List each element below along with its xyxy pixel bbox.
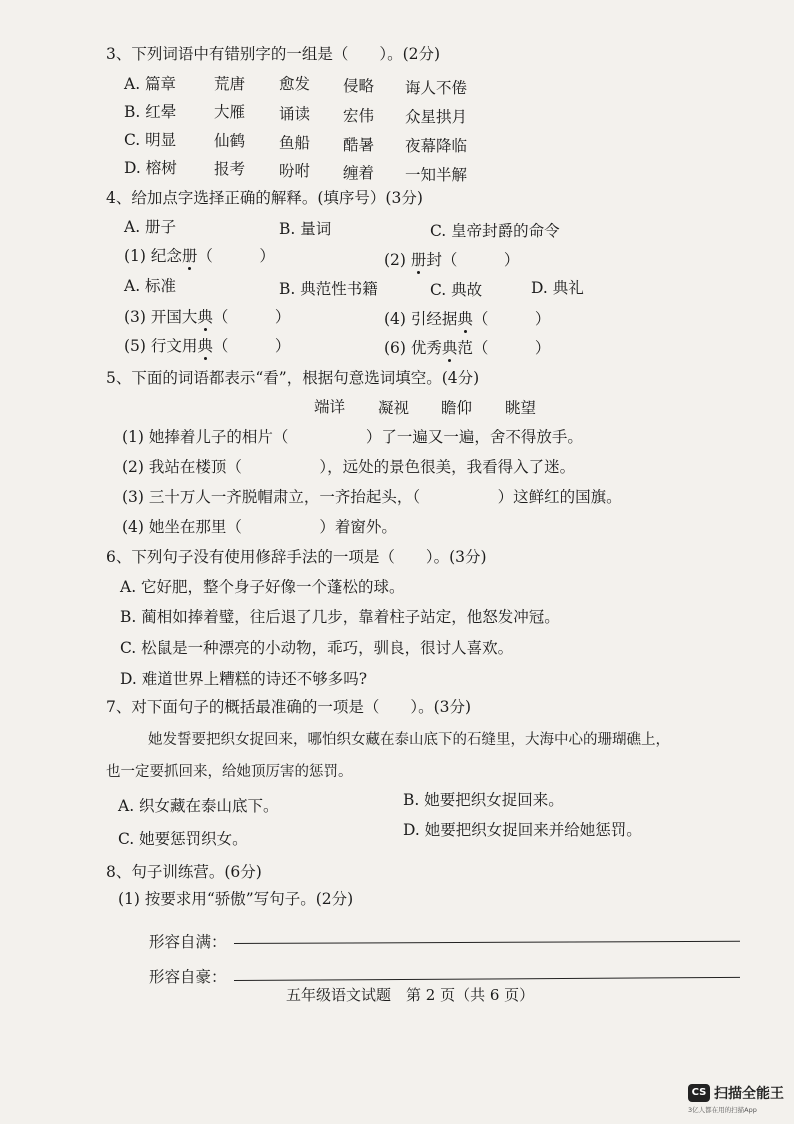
q4-opt-c: C. 皇帝封爵的命令 bbox=[430, 222, 560, 240]
q4-opt-a: A. 册子 bbox=[124, 218, 177, 236]
q7-opt-b: B. 她要把织女捉回来。 bbox=[403, 791, 564, 809]
q7-stem: 7、对下面句子的概括最准确的一项是（ ）。(3分) bbox=[106, 698, 472, 716]
camscanner-brand: 扫描全能王 bbox=[714, 1086, 784, 1102]
q3-a-5: 诲人不倦 bbox=[405, 79, 468, 97]
camscanner-tagline: 3亿人都在用的扫描App bbox=[688, 1106, 757, 1114]
q4-opt2-c: C. 典故 bbox=[430, 281, 483, 299]
q4-opt-b: B. 量词 bbox=[279, 220, 332, 238]
q4-opt2-b: B. 典范性书籍 bbox=[279, 280, 378, 298]
q8-label-1: 形容自满： bbox=[149, 933, 227, 951]
q3-b-5: 众星拱月 bbox=[405, 108, 468, 126]
q7-passage-line2: 也一定要抓回来，给她顶厉害的惩罚。 bbox=[106, 764, 353, 780]
q8-label-2: 形容自豪： bbox=[149, 968, 227, 986]
q4-item-4: (4) 引经据典（ ） bbox=[384, 310, 551, 328]
q6-opt-d: D. 难道世界上糟糕的诗还不够多吗? bbox=[120, 670, 368, 688]
q3-b-3: 诵读 bbox=[279, 105, 311, 123]
q5-word-3: 瞻仰 bbox=[441, 399, 473, 417]
q5-word-1: 端详 bbox=[314, 398, 346, 416]
q3-d-2: 报考 bbox=[214, 160, 246, 178]
q6-opt-b: B. 蔺相如捧着璧，往后退了几步，靠着柱子站定，他怒发冲冠。 bbox=[120, 608, 560, 626]
q3-c-5: 夜幕降临 bbox=[405, 137, 468, 155]
q7-opt-c: C. 她要惩罚织女。 bbox=[118, 830, 248, 848]
q4-item-3: (3) 开国大典（ ） bbox=[124, 308, 291, 326]
q4-item-5: (5) 行文用典（ ） bbox=[124, 337, 291, 355]
q3-a-1: A. 篇章 bbox=[124, 75, 177, 93]
q5-item-3: (3) 三十万人一齐脱帽肃立，一齐抬起头，（ ）这鲜红的国旗。 bbox=[122, 488, 622, 506]
q3-d-5: 一知半解 bbox=[405, 166, 468, 184]
q5-item-1: (1) 她捧着儿子的相片（ ）了一遍又一遍，舍不得放手。 bbox=[122, 428, 583, 446]
q3-b-1: B. 红晕 bbox=[124, 103, 177, 121]
q6-opt-c: C. 松鼠是一种漂亮的小动物，乖巧，驯良，很讨人喜欢。 bbox=[120, 639, 514, 657]
page-footer: 五年级语文试题 第 2 页（共 6 页） bbox=[286, 986, 535, 1004]
q7-passage-line1: 她发誓要把织女捉回来，哪怕织女藏在泰山底下的石缝里，大海中心的珊瑚礁上， bbox=[148, 732, 670, 748]
q7-opt-d: D. 她要把织女捉回来并给她惩罚。 bbox=[403, 821, 642, 839]
q3-c-3: 鱼船 bbox=[279, 134, 311, 152]
q5-item-4: (4) 她坐在那里（ ）着窗外。 bbox=[122, 518, 397, 536]
q3-b-4: 宏伟 bbox=[343, 107, 375, 125]
q4-item-2: (2) 册封（ ） bbox=[384, 251, 520, 269]
q4-stem: 4、给加点字选择正确的解释。(填序号）(3分) bbox=[106, 189, 423, 207]
q7-opt-a: A. 织女藏在泰山底下。 bbox=[118, 797, 279, 815]
q5-item-2: (2) 我站在楼顶（ ），远处的景色很美，我看得入了迷。 bbox=[122, 458, 576, 476]
q4-item-6: (6) 优秀典范（ ） bbox=[384, 339, 551, 357]
q8-sub1: (1) 按要求用“骄傲”写句子。(2分) bbox=[118, 890, 354, 908]
q3-c-2: 仙鹤 bbox=[214, 132, 246, 150]
q8-answer-line-2[interactable] bbox=[234, 977, 740, 981]
q3-c-1: C. 明显 bbox=[124, 131, 177, 149]
q3-stem: 3、下列词语中有错别字的一组是（ ）。(2分) bbox=[106, 45, 441, 63]
camscanner-logo: CS bbox=[688, 1084, 710, 1102]
q3-a-4: 侵略 bbox=[343, 77, 375, 95]
q6-stem: 6、下列句子没有使用修辞手法的一项是（ ）。(3分) bbox=[106, 548, 487, 566]
q8-stem: 8、句子训练营。(6分) bbox=[106, 863, 262, 881]
q5-word-4: 眺望 bbox=[505, 399, 537, 417]
q6-opt-a: A. 它好肥，整个身子好像一个蓬松的球。 bbox=[120, 578, 405, 596]
q3-d-3: 吩咐 bbox=[279, 162, 311, 180]
q3-a-2: 荒唐 bbox=[214, 75, 246, 93]
q3-d-1: D. 榕树 bbox=[124, 159, 177, 177]
q3-a-3: 愈发 bbox=[279, 75, 311, 93]
q5-stem: 5、下面的词语都表示“看”，根据句意选词填空。(4分) bbox=[106, 369, 480, 387]
q3-d-4: 缠着 bbox=[343, 164, 375, 182]
q3-b-2: 大雁 bbox=[214, 103, 246, 121]
q5-word-2: 凝视 bbox=[378, 399, 410, 417]
q4-item-1: (1) 纪念册（ ） bbox=[124, 247, 275, 265]
q4-opt2-d: D. 典礼 bbox=[531, 279, 584, 297]
q3-c-4: 酷暑 bbox=[343, 136, 375, 154]
q4-opt2-a: A. 标准 bbox=[124, 277, 177, 295]
q8-answer-line-1[interactable] bbox=[234, 941, 740, 944]
